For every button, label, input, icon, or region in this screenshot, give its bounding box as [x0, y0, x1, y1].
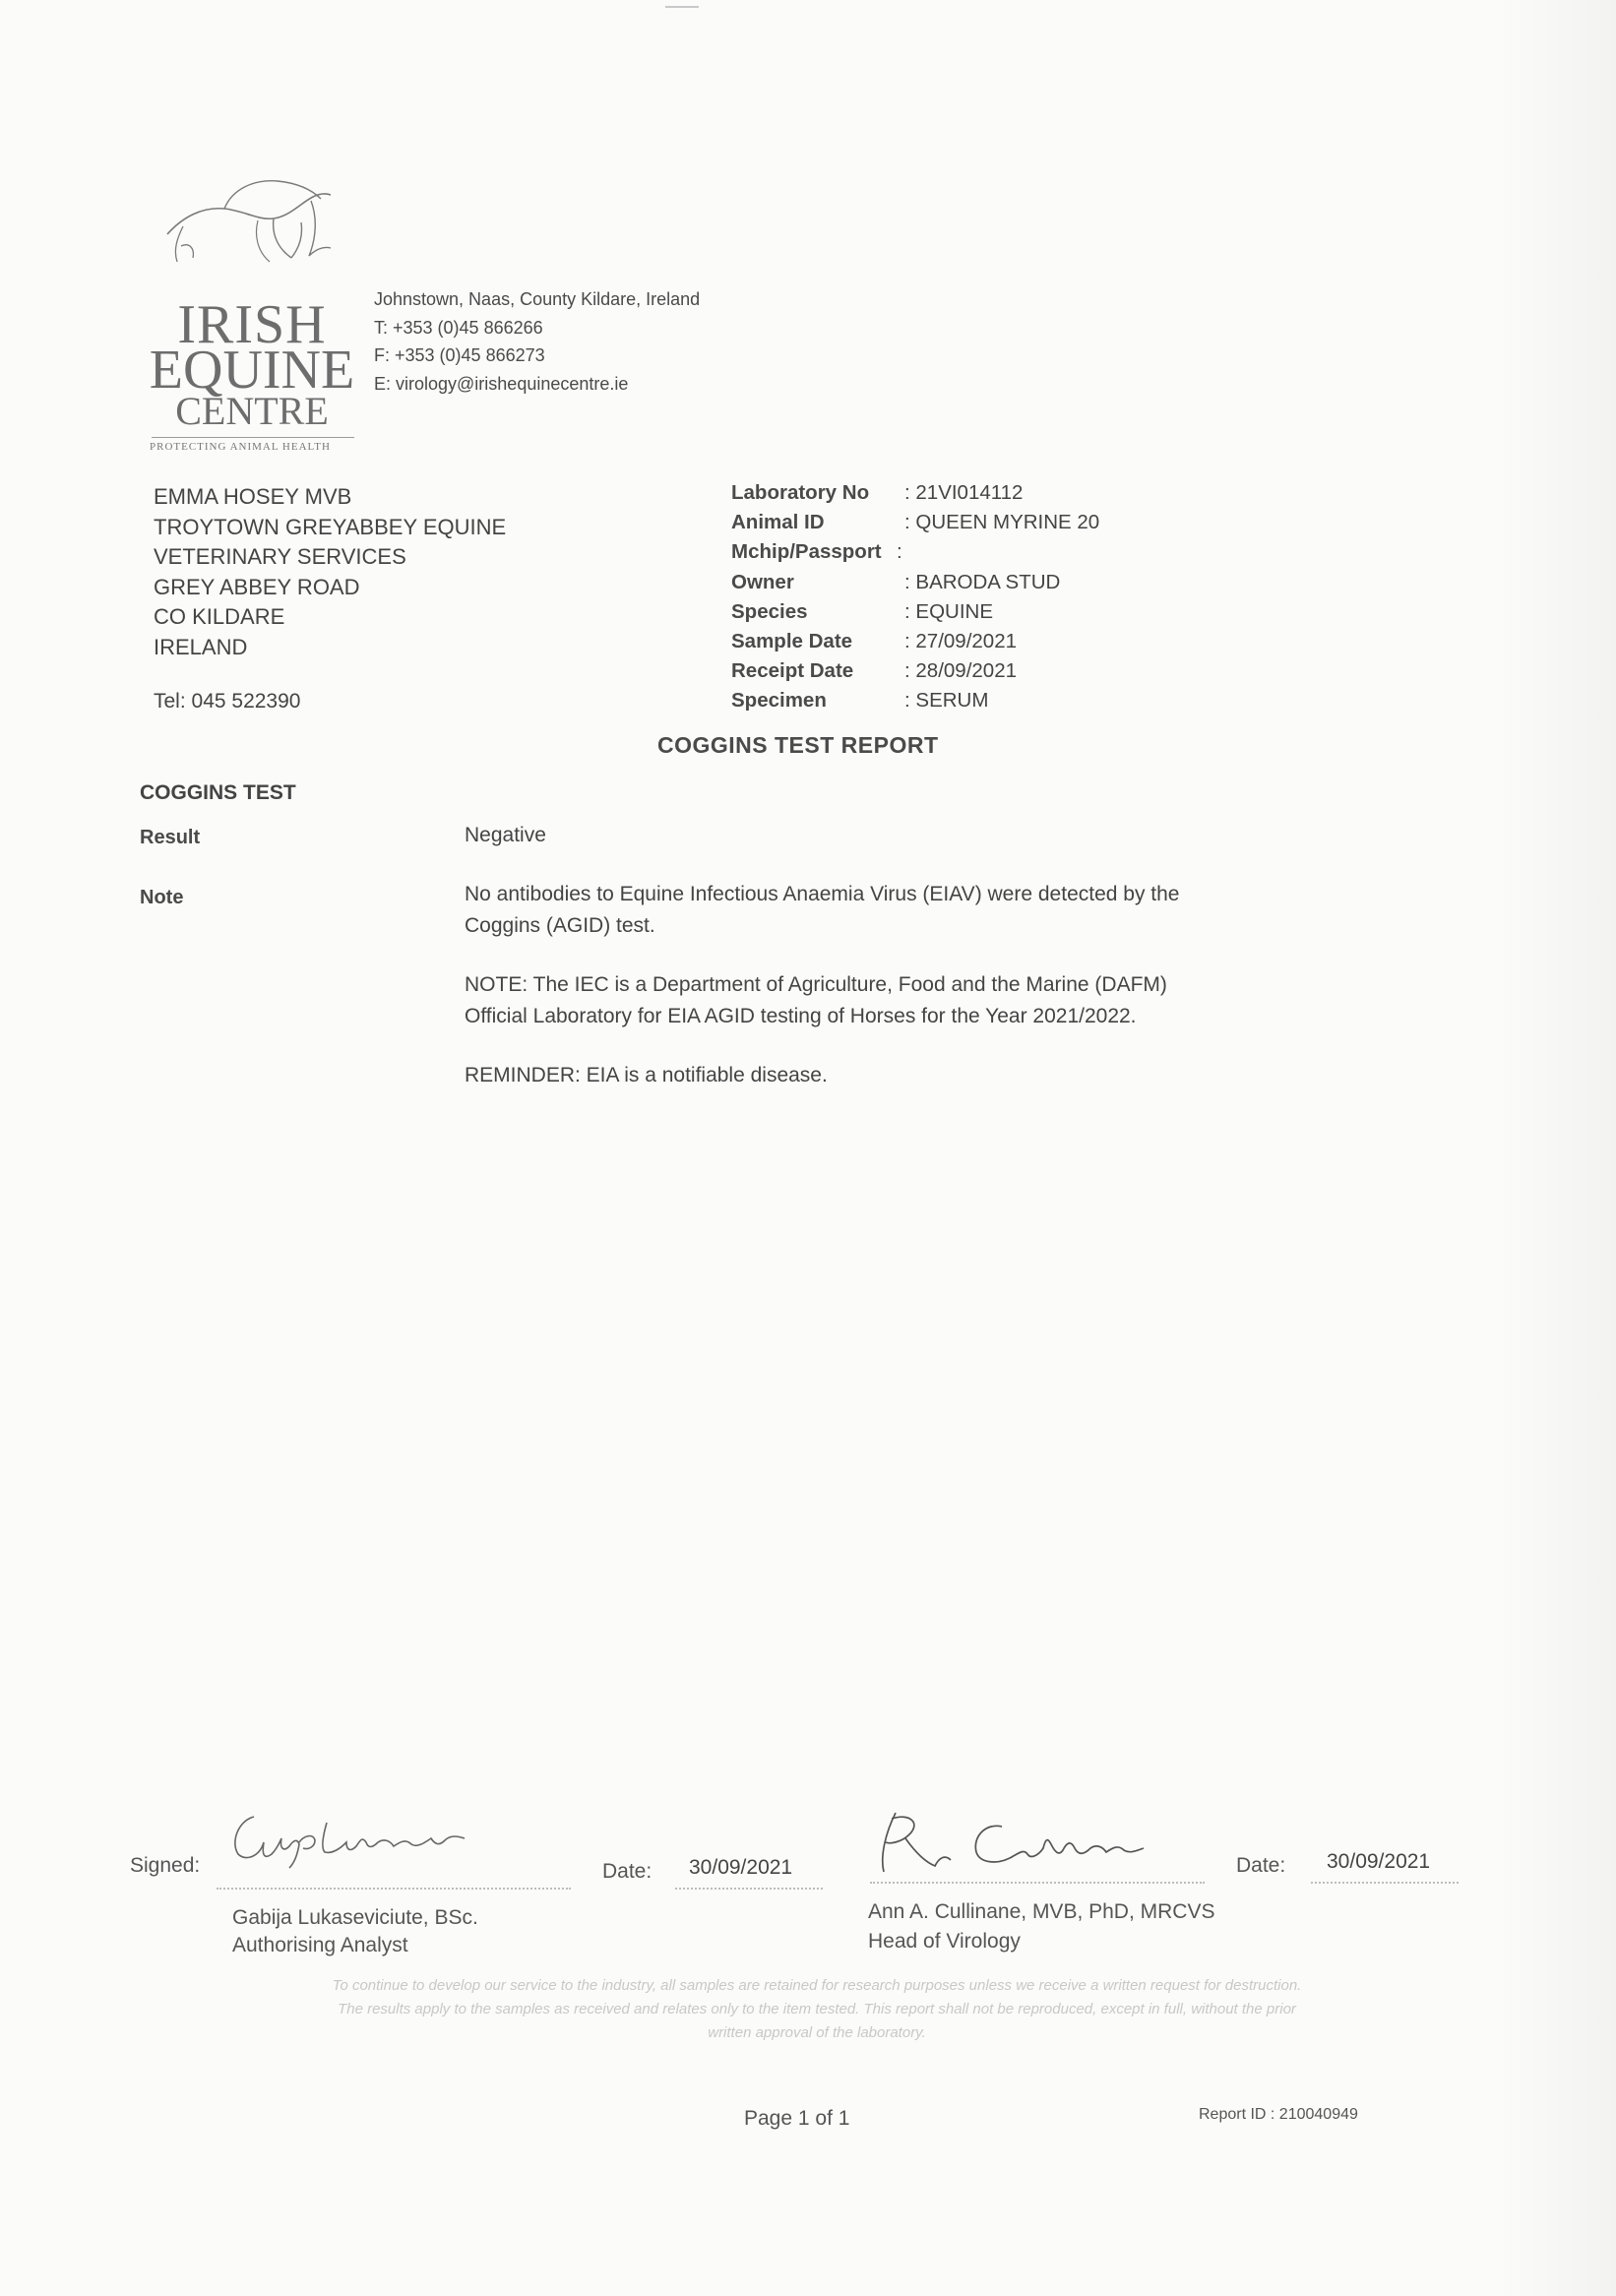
- detail-label: Owner: [731, 570, 794, 593]
- scan-shadow: [1498, 0, 1616, 2296]
- lab-contact-block: [374, 285, 700, 398]
- note-paragraph: No antibodies to Equine Infectious Anaemia Virus (EIAV) were detected by the Coggins (AGID) test.: [465, 883, 1180, 937]
- detail-label: Species: [731, 599, 808, 623]
- note-paragraph: REMINDER: EIA is a notifiable disease.: [465, 1064, 828, 1086]
- logo-word-irish: IRISH: [177, 294, 327, 355]
- recipient-address: [154, 482, 506, 662]
- analyst-name: Gabija Lukaseviciute, BSc.: [232, 1906, 478, 1929]
- detail-value: : 28/09/2021: [904, 659, 1017, 683]
- lab-fax: F: +353 (0)45 866273: [374, 345, 545, 365]
- signed-label: Signed:: [130, 1854, 201, 1877]
- detail-value: : 21VI014112: [904, 481, 1024, 504]
- detail-row: [731, 597, 1099, 627]
- head-signature-line: [870, 1882, 1205, 1884]
- detail-label: Animal ID: [731, 511, 825, 534]
- logo-tagline: PROTECTING ANIMAL HEALTH: [150, 441, 331, 453]
- analyst-signature: [224, 1803, 520, 1872]
- recipient-line: GREY ABBEY ROAD: [154, 574, 360, 599]
- recipient-tel: Tel: 045 522390: [154, 690, 301, 713]
- result-value: Negative: [465, 824, 546, 846]
- head-name: Ann A. Cullinane, MVB, PhD, MRCVS: [868, 1900, 1215, 1923]
- disclaimer-line: To continue to develop our service to the industry, all samples are retained for research purposes unless we receive a written request for destruction.: [332, 1977, 1302, 1994]
- detail-row: [731, 686, 1099, 715]
- recipient-line: IRELAND: [154, 634, 248, 659]
- detail-value: : 27/09/2021: [904, 630, 1017, 653]
- analyst-signature-line: [217, 1888, 571, 1890]
- detail-row: [731, 568, 1099, 597]
- lab-email: E: virology@irishequinecentre.ie: [374, 373, 629, 394]
- sample-details: [731, 478, 1099, 716]
- detail-value: : EQUINE: [904, 599, 993, 623]
- analyst-date-label: Date:: [602, 1860, 653, 1883]
- test-section-title: COGGINS TEST: [140, 781, 296, 804]
- note-paragraph: NOTE: The IEC is a Department of Agriculture, Food and the Marine (DAFM) Official Laboratory for EIA AGID testing of Horses for the Year 2021/2022.: [465, 973, 1167, 1027]
- logo-word-equine: EQUINE: [149, 340, 355, 401]
- detail-value: : QUEEN MYRINE 20: [904, 511, 1100, 534]
- detail-value: : BARODA STUD: [904, 570, 1061, 593]
- head-date-label: Date:: [1236, 1854, 1286, 1877]
- analyst-date: 30/09/2021: [689, 1856, 793, 1879]
- detail-row: [731, 537, 1099, 567]
- disclaimer-line: The results apply to the samples as received and relates only to the item tested. This report shall not be reproduced, except in full, without the prior: [338, 2001, 1296, 2017]
- report-id: Report ID : 210040949: [1199, 2106, 1358, 2123]
- lab-phone: T: +353 (0)45 866266: [374, 317, 543, 338]
- page-number: Page 1 of 1: [744, 2107, 850, 2130]
- logo-word-centre: CENTRE: [175, 389, 329, 433]
- disclaimer: [177, 1974, 1457, 2045]
- notes-block: [465, 879, 1212, 1119]
- detail-label: Specimen: [731, 689, 827, 713]
- lab-address: Johnstown, Naas, County Kildare, Ireland: [374, 289, 701, 309]
- detail-row: [731, 508, 1099, 537]
- disclaimer-line: written approval of the laboratory.: [708, 2024, 926, 2041]
- result-label: Result: [140, 827, 201, 848]
- analyst-date-line: [675, 1888, 823, 1890]
- recipient-line: VETERINARY SERVICES: [154, 544, 406, 569]
- report-title: COGGINS TEST REPORT: [657, 732, 939, 758]
- detail-value: :: [897, 540, 902, 564]
- head-signature: [866, 1803, 1181, 1882]
- detail-label: Laboratory No: [731, 481, 870, 504]
- head-role: Head of Virology: [868, 1930, 1021, 1953]
- detail-label: Sample Date: [731, 630, 853, 653]
- recipient-line: CO KILDARE: [154, 604, 285, 629]
- detail-value: : SERUM: [904, 689, 989, 713]
- recipient-line: EMMA HOSEY MVB: [154, 484, 352, 509]
- recipient-line: TROYTOWN GREYABBEY EQUINE: [154, 514, 507, 539]
- detail-row: [731, 627, 1099, 656]
- logo-divider: [152, 437, 354, 438]
- detail-row: [731, 656, 1099, 686]
- scan-mark: [665, 6, 699, 8]
- irish-equine-centre-logo: [146, 177, 362, 453]
- note-label: Note: [140, 887, 184, 908]
- detail-label: Receipt Date: [731, 659, 854, 683]
- analyst-role: Authorising Analyst: [232, 1934, 408, 1956]
- horse-logo-icon: [163, 177, 341, 285]
- detail-row: [731, 478, 1099, 508]
- detail-label: Mchip/Passport: [731, 540, 882, 564]
- head-date: 30/09/2021: [1327, 1850, 1431, 1873]
- head-date-line: [1311, 1882, 1459, 1884]
